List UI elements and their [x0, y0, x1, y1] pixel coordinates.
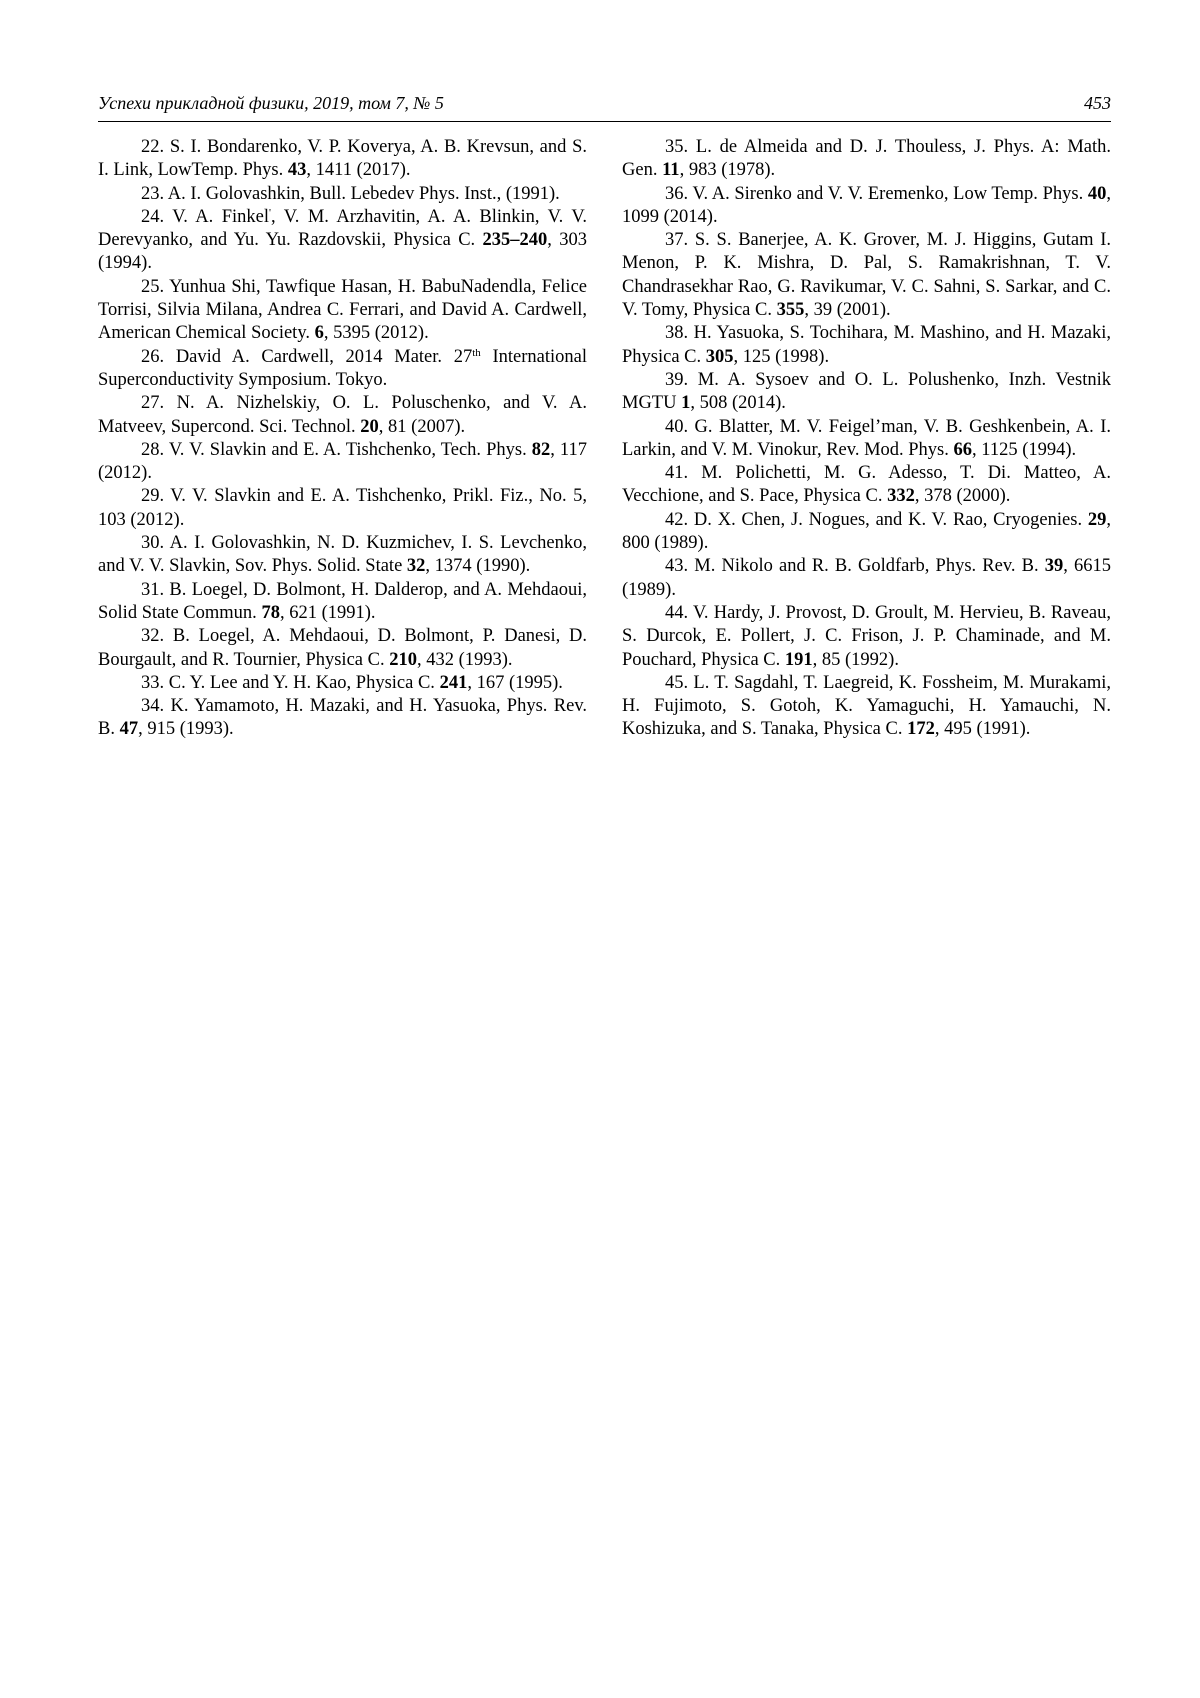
reference-text: , 508 (2014).: [690, 393, 786, 413]
volume-number: 191: [785, 650, 813, 670]
reference-22: [98, 136, 587, 183]
volume-number: 355: [777, 300, 805, 320]
reference-26: [98, 346, 587, 393]
reference-37: [622, 229, 1111, 322]
reference-text: International Superconductivity Symposium. Tokyo.: [98, 347, 587, 390]
volume-number: 1: [681, 393, 690, 413]
reference-text: 35. L. de Almeida and D. J. Thouless, J. Phys. A: Math. Gen.: [622, 137, 1111, 180]
reference-31: [98, 579, 587, 626]
reference-41: [622, 462, 1111, 509]
journal-running-title: Успехи прикладной физики, 2019, том 7, № 5: [98, 91, 444, 115]
reference-30: [98, 532, 587, 579]
reference-text: 38. H. Yasuoka, S. Tochihara, M. Mashino, and H. Mazaki, Physica C.: [622, 323, 1111, 366]
reference-text: , 1411 (2017).: [306, 160, 410, 180]
reference-42: [622, 509, 1111, 556]
reference-text: 37. S. S. Banerjee, A. K. Grover, M. J. Higgins, Gutam I. Menon, P. K. Mishra, D. Pal, S. Ramakrishnan, T. V. Chandrasekhar Rao, G. Ravikumar, V. C. Sahni, S. Sarkar, and C. V. Tomy, Physica C.: [622, 230, 1111, 320]
reference-text: , 5395 (2012).: [324, 323, 429, 343]
reference-text: 41. M. Polichetti, M. G. Adesso, T. Di. Matteo, A. Vecchione, and S. Pace, Physica C.: [622, 463, 1111, 506]
volume-number: 241: [440, 673, 468, 693]
reference-33: [98, 672, 587, 695]
reference-text: , 495 (1991).: [935, 719, 1031, 739]
reference-27: [98, 392, 587, 439]
page-number: 453: [1084, 91, 1111, 115]
reference-text: , V. M. Arzhavitin, A. A. Blinkin, V. V. Derevyanko, and Yu. Yu. Razdovskii, Physica C.: [98, 207, 587, 250]
volume-number: 32: [407, 556, 426, 576]
reference-text: , 432 (1993).: [417, 650, 513, 670]
volume-number: 82: [532, 440, 551, 460]
reference-text: , 81 (2007).: [379, 417, 465, 437]
reference-text: 25. Yunhua Shi, Tawfique Hasan, H. BabuNadendla, Felice Torrisi, Silvia Milana, Andrea C. Ferrari, and David A. Cardwell, American Chemical Society.: [98, 277, 587, 344]
reference-text: 28. V. V. Slavkin and E. A. Tishchenko, Tech. Phys.: [141, 440, 532, 460]
volume-number: 66: [954, 440, 973, 460]
reference-text: 36. V. A. Sirenko and V. V. Eremenko, Low Temp. Phys.: [665, 184, 1088, 204]
reference-35: [622, 136, 1111, 183]
reference-text: , 378 (2000).: [915, 486, 1011, 506]
superscript: th: [472, 347, 481, 359]
reference-36: [622, 183, 1111, 230]
reference-text: 45. L. T. Sagdahl, T. Laegreid, K. Fossheim, M. Murakami, H. Fujimoto, S. Gotoh, K. Yamaguchi, H. Yamauchi, N. Koshizuka, and S. Tanaka, Physica C.: [622, 673, 1111, 740]
reference-text: 22. S. I. Bondarenko, V. P. Koverya, A. B. Krevsun, and S. I. Link, LowTemp. Phys.: [98, 137, 587, 180]
reference-text: , 167 (1995).: [467, 673, 563, 693]
reference-text: 43. M. Nikolo and R. B. Goldfarb, Phys. Rev. B.: [665, 556, 1045, 576]
reference-text: , 1374 (1990).: [425, 556, 530, 576]
reference-43: [622, 555, 1111, 602]
reference-text: 26. David A. Cardwell, 2014 Mater. 27: [141, 347, 472, 367]
reference-text: 39. M. A. Sysoev and O. L. Polushenko, Inzh. Vestnik MGTU: [622, 370, 1111, 413]
reference-text: 31. B. Loegel, D. Bolmont, H. Dalderop, and A. Mehdaoui, Solid State Commun.: [98, 580, 587, 623]
page-header: [98, 91, 1111, 122]
reference-text: 24. V. A. Finkel: [141, 207, 269, 227]
reference-text: , 983 (1978).: [680, 160, 776, 180]
volume-number: 305: [706, 347, 734, 367]
volume-number: 29: [1088, 510, 1107, 530]
reference-45: [622, 672, 1111, 742]
reference-text: 30. A. I. Golovashkin, N. D. Kuzmichev, I. S. Levchenko, and V. V. Slavkin, Sov. Phys. Solid. State: [98, 533, 587, 576]
references-right-column: [622, 136, 1111, 742]
reference-text: 40. G. Blatter, M. V. Feigel’man, V. B. Geshkenbein, A. I. Larkin, and V. M. Vinokur, Rev. Mod. Phys.: [622, 417, 1111, 460]
volume-number: 235–240: [483, 230, 548, 250]
reference-text: 23. A. I. Golovashkin, Bull. Lebedev Phys. Inst., (1991).: [141, 184, 560, 204]
reference-24: [98, 206, 587, 276]
reference-text: 27. N. A. Nizhelskiy, O. L. Poluschenko, and V. A. Matveev, Supercond. Sci. Technol.: [98, 393, 587, 436]
reference-39: [622, 369, 1111, 416]
reference-38: [622, 322, 1111, 369]
reference-28: [98, 439, 587, 486]
reference-text: , 85 (1992).: [813, 650, 899, 670]
reference-40: [622, 416, 1111, 463]
volume-number: 20: [360, 417, 379, 437]
reference-text: , 621 (1991).: [280, 603, 376, 623]
reference-text: , 915 (1993).: [138, 719, 234, 739]
volume-number: 40: [1088, 184, 1107, 204]
volume-number: 210: [389, 650, 417, 670]
reference-29: [98, 485, 587, 532]
reference-text: 32. B. Loegel, A. Mehdaoui, D. Bolmont, P. Danesi, D. Bourgault, and R. Tournier, Physica C.: [98, 626, 587, 669]
reference-text: , 1125 (1994).: [972, 440, 1076, 460]
volume-number: 47: [120, 719, 139, 739]
references-left-column: [98, 136, 587, 742]
reference-34: [98, 695, 587, 742]
volume-number: 78: [261, 603, 280, 623]
superscript: ': [269, 207, 271, 219]
reference-25: [98, 276, 587, 346]
volume-number: 11: [662, 160, 679, 180]
volume-number: 172: [907, 719, 935, 739]
volume-number: 43: [288, 160, 307, 180]
reference-text: , 117 (2012).: [98, 440, 587, 483]
reference-text: 29. V. V. Slavkin and E. A. Tishchenko, Prikl. Fiz., No. 5, 103 (2012).: [98, 486, 587, 529]
reference-text: , 1099 (2014).: [622, 184, 1111, 227]
reference-23: [98, 183, 587, 206]
reference-text: , 39 (2001).: [804, 300, 890, 320]
reference-text: 42. D. X. Chen, J. Nogues, and K. V. Rao, Cryogenies.: [665, 510, 1088, 530]
volume-number: 332: [887, 486, 915, 506]
volume-number: 6: [315, 323, 324, 343]
reference-text: , 6615 (1989).: [622, 556, 1111, 599]
reference-text: 44. V. Hardy, J. Provost, D. Groult, M. Hervieu, B. Raveau, S. Durcok, E. Pollert, J. C. Frison, J. P. Chaminade, and M. Pouchard, Physica C.: [622, 603, 1111, 670]
reference-text: 33. C. Y. Lee and Y. H. Kao, Physica C.: [141, 673, 440, 693]
reference-text: , 303 (1994).: [98, 230, 587, 273]
volume-number: 39: [1045, 556, 1064, 576]
reference-32: [98, 625, 587, 672]
reference-text: , 125 (1998).: [734, 347, 830, 367]
reference-44: [622, 602, 1111, 672]
reference-text: 34. K. Yamamoto, H. Mazaki, and H. Yasuoka, Phys. Rev. B.: [98, 696, 587, 739]
reference-text: , 800 (1989).: [622, 510, 1111, 553]
